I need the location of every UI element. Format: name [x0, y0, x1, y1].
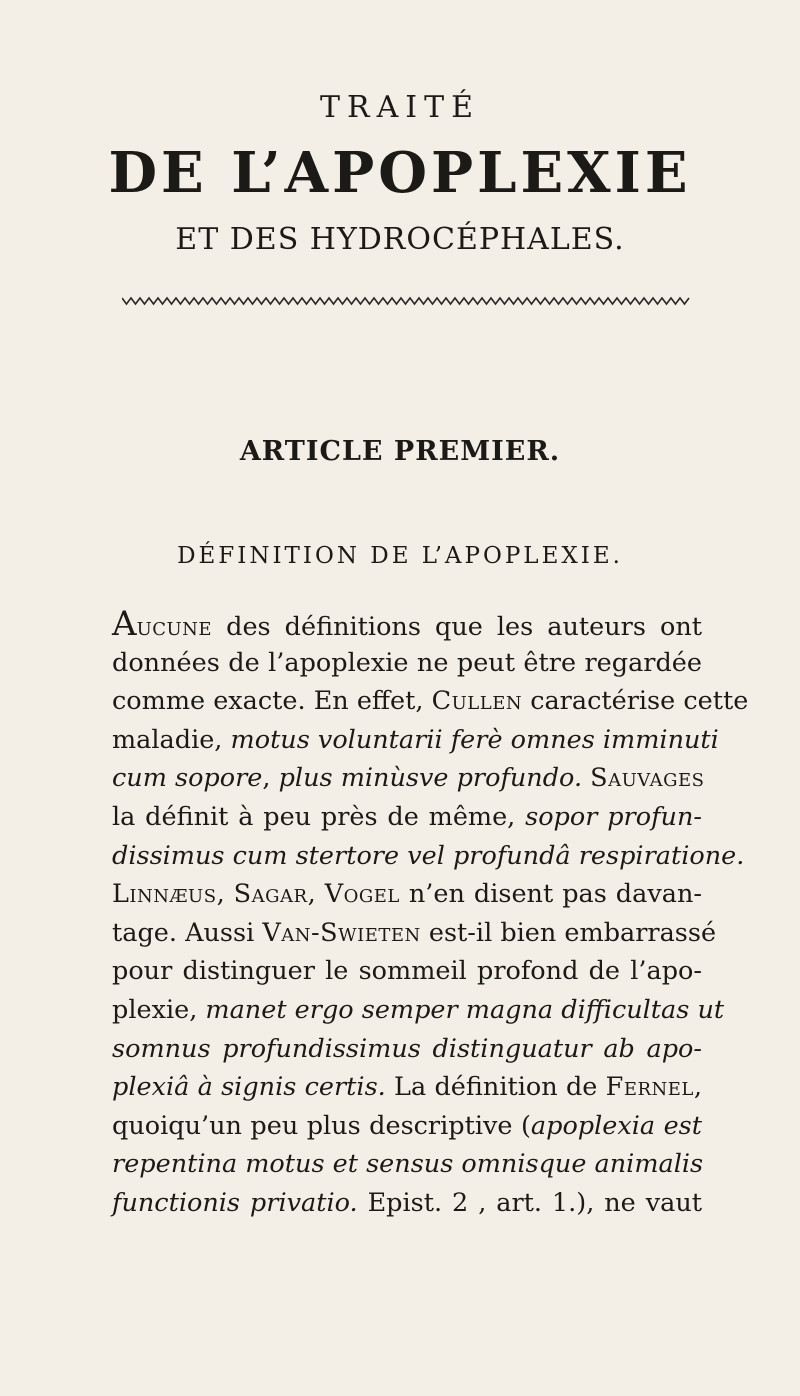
author-name: Cullen	[431, 686, 523, 717]
text-run: est-il bien embarrassé	[420, 917, 717, 948]
text-line	[112, 759, 705, 798]
latin-quote: cum sopore	[112, 763, 263, 794]
text-run	[582, 763, 590, 793]
text-run: comme exacte. En effet,	[112, 686, 432, 717]
text-line: dissimus cum stertore vel profundâ respiratione.	[112, 840, 745, 871]
section-heading: DÉFINITION DE L’APOPLEXIE.	[177, 543, 623, 569]
text-line: somnus profundissimus distinguatur ab apo-	[112, 1033, 702, 1064]
text-run: ,	[262, 763, 279, 794]
text-run: des définitions que les auteurs ont	[212, 612, 702, 642]
text-line: repentina motus et sensus omnisque animalis	[112, 1149, 704, 1180]
text-line	[112, 721, 719, 760]
initial-letter: A	[112, 604, 137, 644]
small-caps-word: ucune	[136, 612, 213, 642]
ornamental-divider	[122, 296, 692, 306]
author-name: Van-Swieten	[262, 917, 421, 948]
text-line	[112, 798, 702, 837]
author-name: Sauvages	[590, 763, 705, 794]
text-run: tage. Aussi	[112, 917, 263, 948]
latin-quote: manet ergo semper magna difficultas ut	[205, 994, 725, 1025]
text-run: maladie,	[112, 724, 231, 755]
text-line: données de l’apoplexie ne peut être regardée	[112, 647, 702, 678]
text-run: ,	[693, 1072, 702, 1103]
text-line	[112, 1107, 702, 1146]
latin-quote: motus voluntarii ferè omnes imminuti	[230, 724, 719, 755]
title-apoplexie: DE L’APOPLEXIE	[108, 140, 692, 206]
text-run: la définit à peu près de même,	[112, 801, 526, 832]
latin-quote: apoplexia est	[530, 1110, 702, 1141]
author-name: Vogel	[324, 879, 400, 910]
text-line	[112, 1184, 702, 1223]
text-run: n’en disent pas davan-	[399, 879, 702, 910]
author-name: Fernel	[605, 1072, 694, 1103]
text-run: ,	[216, 879, 234, 910]
text-line	[112, 682, 749, 721]
latin-quote: plus minùsve profundo.	[278, 763, 583, 794]
body-paragraph	[112, 604, 749, 1223]
text-line: pour distinguer le sommeil profond de l’apo-	[112, 956, 702, 987]
latin-quote: sopor profun-	[525, 801, 702, 832]
text-line	[112, 605, 702, 644]
latin-quote: functionis privatio.	[112, 1187, 358, 1218]
text-run: ,	[307, 879, 325, 910]
author-name: Linnæus	[112, 879, 217, 910]
text-line	[112, 991, 725, 1030]
text-run: plexie,	[112, 994, 206, 1025]
text-line	[112, 875, 702, 914]
text-line	[112, 914, 717, 953]
latin-quote: plexiâ à signis certis.	[112, 1072, 386, 1103]
text-run: Epist. 2 , art. 1.), ne vaut	[357, 1187, 702, 1218]
text-run: caractérise cette	[522, 686, 749, 717]
article-heading: ARTICLE PREMIER.	[239, 436, 561, 467]
author-name: Sagar	[233, 879, 308, 910]
text-run: La définition de	[385, 1072, 606, 1103]
text-run: quoiqu’un peu plus descriptive (	[112, 1110, 531, 1141]
text-line	[112, 1068, 702, 1107]
title-hydrocephales: ET DES HYDROCÉPHALES.	[175, 222, 625, 257]
title-traite: TRAITÉ	[319, 90, 481, 125]
